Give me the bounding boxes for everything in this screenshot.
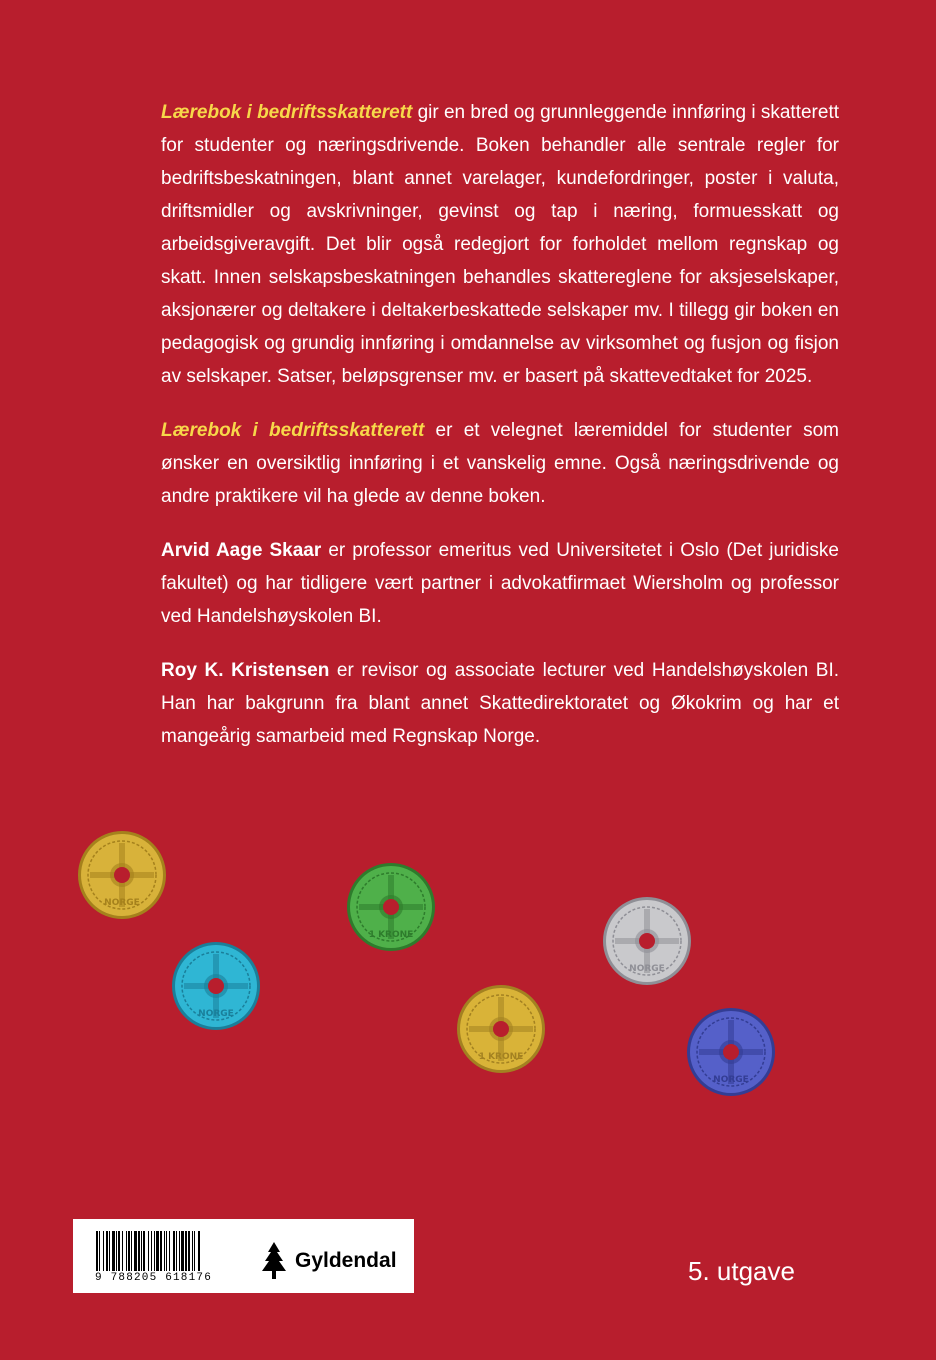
barcode-bar bbox=[154, 1231, 155, 1271]
barcode-bar bbox=[99, 1231, 100, 1271]
book-title-ref: Lærebok i bedriftsskatterett bbox=[161, 420, 425, 441]
barcode-bar bbox=[131, 1231, 132, 1271]
coin-gold-1 bbox=[78, 831, 166, 919]
edition-label: 5. utgave bbox=[688, 1256, 795, 1286]
tree-icon bbox=[259, 1241, 289, 1281]
svg-text:NORGE: NORGE bbox=[629, 964, 665, 974]
barcode-bar bbox=[181, 1231, 184, 1271]
barcode-bar bbox=[198, 1231, 200, 1271]
svg-text:NORGE: NORGE bbox=[713, 1075, 749, 1085]
barcode-bar bbox=[141, 1231, 142, 1271]
barcode-bar bbox=[138, 1231, 140, 1271]
author-bio-skaar bbox=[161, 534, 839, 633]
publisher-name: Gyldendal bbox=[295, 1249, 397, 1272]
barcode-bar bbox=[160, 1231, 162, 1271]
barcode-bar bbox=[151, 1231, 152, 1271]
svg-text:1 KRONE: 1 KRONE bbox=[368, 930, 414, 940]
barcode-bar bbox=[106, 1231, 108, 1271]
svg-text:NORGE: NORGE bbox=[104, 898, 140, 908]
barcode-bar bbox=[169, 1231, 170, 1271]
barcode-bar bbox=[103, 1231, 104, 1271]
author-bio-text: er professor emeritus ved Universitetet i Oslo (Det juridiske fakultet) og har tidligere vært partner i advokatfirmaet Wiersholm og professor ved Handelshøyskolen BI. bbox=[161, 540, 839, 627]
barcode-bar bbox=[179, 1231, 180, 1271]
barcode-bar bbox=[112, 1231, 115, 1271]
book-title-ref: Lærebok i bedriftsskatterett bbox=[161, 102, 413, 123]
audience-paragraph bbox=[161, 414, 839, 513]
barcode-bar bbox=[96, 1231, 98, 1271]
intro-text: gir en bred og grunnleggende innføring i skatterett for studenter og næringsdrivende. Boken behandler alle sentrale regler for bedriftsbeskatningen, blant annet varelager, kundefordringer, poster i valuta, driftsmidler og avskrivninger, gevinst og tap i næring, formuesskatt og arbeidsgiveravgift. Det blir også redegjort for forholdet mellom regnskap og skatt. Innen selskapsbeskatningen behandles skattereglene for aksjeselskaper, aksjonærer og deltakere i deltakerbeskattede selskaper mv. I tillegg gir boken en pedagogisk og grundig innføring i omdannelse av virksomhet og fusjon og fisjon av selskaper. Satser, beløpsgrenser mv. er basert på skattevedtaket for 2025. bbox=[161, 102, 840, 387]
author-name: Roy K. Kristensen bbox=[161, 660, 330, 681]
barcode-bar bbox=[192, 1231, 193, 1271]
audience-text: er et velegnet læremiddel for studenter som ønsker en oversiktlig innføring i et vanskelig emne. Også næringsdrivende og andre praktikere vil ha glede av denne boken. bbox=[161, 420, 839, 507]
barcode-bar bbox=[116, 1231, 117, 1271]
isbn-digits: 9 788205 618176 bbox=[95, 1272, 213, 1284]
barcode-bar bbox=[143, 1231, 145, 1271]
barcode bbox=[96, 1231, 234, 1271]
coin-blue bbox=[172, 942, 260, 1030]
author-bio-text: er revisor og associate lecturer ved Handelshøyskolen BI. Han har bakgrunn fra blant annet Skattedirektoratet og Økokrim og har et mangeårig samarbeid med Regnskap Norge. bbox=[161, 660, 839, 747]
barcode-bar bbox=[164, 1231, 165, 1271]
author-bio-kristensen bbox=[161, 654, 839, 753]
barcode-panel bbox=[73, 1219, 414, 1293]
barcode-bar bbox=[156, 1231, 159, 1271]
barcode-bar bbox=[173, 1231, 175, 1271]
barcode-bar bbox=[109, 1231, 110, 1271]
author-name: Arvid Aage Skaar bbox=[161, 540, 322, 561]
coins-illustration bbox=[0, 820, 936, 1150]
barcode-bar bbox=[185, 1231, 187, 1271]
barcode-bar bbox=[166, 1231, 167, 1271]
coin-green bbox=[347, 863, 435, 951]
barcode-bar bbox=[194, 1231, 195, 1271]
coin-gold-2 bbox=[457, 985, 545, 1073]
barcode-bar bbox=[134, 1231, 137, 1271]
barcode-bar bbox=[122, 1231, 123, 1271]
back-cover-text bbox=[161, 96, 839, 774]
coin-silver bbox=[603, 897, 691, 985]
barcode-bar bbox=[118, 1231, 120, 1271]
svg-text:NORGE: NORGE bbox=[198, 1009, 234, 1019]
barcode-bar bbox=[128, 1231, 130, 1271]
intro-paragraph bbox=[161, 96, 839, 393]
barcode-bar bbox=[126, 1231, 127, 1271]
barcode-bar bbox=[188, 1231, 190, 1271]
coin-purple bbox=[687, 1008, 775, 1096]
svg-text:1 KRONE: 1 KRONE bbox=[478, 1052, 524, 1062]
barcode-bar bbox=[148, 1231, 149, 1271]
barcode-bar bbox=[176, 1231, 177, 1271]
publisher-logo bbox=[259, 1241, 397, 1281]
